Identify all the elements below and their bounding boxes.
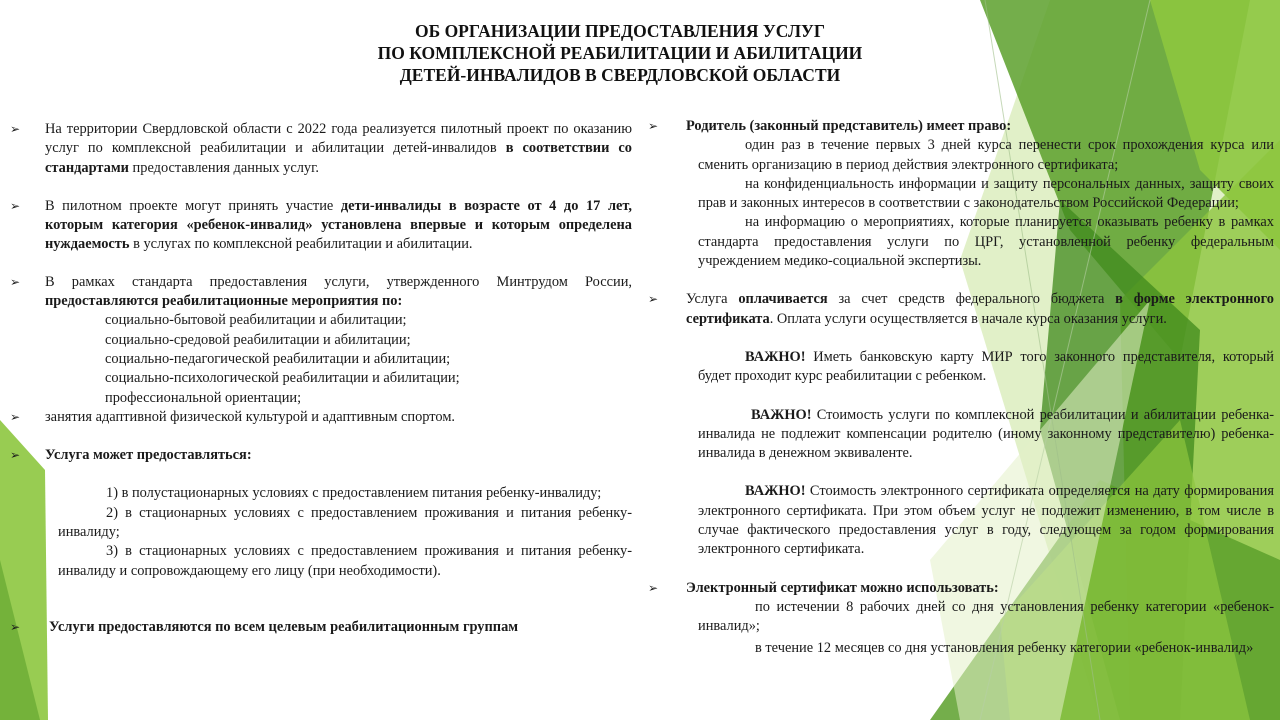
certificate-usage-list bbox=[648, 598, 1274, 658]
arrow-bullet-icon: ➢ bbox=[10, 198, 21, 213]
list-item: профессиональной ориентации; bbox=[105, 389, 302, 406]
adaptive-sport-item: ➢ занятия адаптивной физической культурой и адаптивным спортом. bbox=[10, 408, 456, 425]
list-item: один раз в течение первых 3 дней курса перенести срок прохождения курса или сменить организацию в период действия электронного сертификата; bbox=[698, 137, 1274, 173]
important-note-1: ВАЖНО! Иметь банковскую карту МИР того законного представителя, который будет проходит курс реабилитации с ребенком. bbox=[698, 348, 1274, 385]
parent-rights-heading: ➢ Родитель (законный представитель) имеет право: bbox=[648, 118, 1012, 134]
payment-paragraph: ➢ Услуга оплачивается за счет средств федерального бюджета в форме электронного сертификата. Оплата услуги осуществляется в начале курса оказания услуги. bbox=[648, 291, 1274, 327]
list-item: социально-бытовой реабилитации и абилитации; bbox=[105, 312, 407, 329]
arrow-bullet-icon: ➢ bbox=[648, 580, 659, 595]
certificate-usage-heading: ➢ Электронный сертификат можно использовать: bbox=[648, 579, 999, 596]
list-item: в течение 12 месяцев со дня установления ребенку категории «ребенок-инвалид» bbox=[755, 639, 1254, 656]
list-item: социально-средовой реабилитации и абилитации; bbox=[105, 331, 411, 348]
participants-paragraph: ➢ В пилотном проекте могут принять участие дети-инвалиды в возрасте от 4 до 17 лет, которым категория «ребенок-инвалид» установлена впервые и которым определена нуждаемость в услугах по комплексной реабилитации и абилитации. bbox=[10, 197, 632, 253]
arrow-bullet-icon: ➢ bbox=[10, 274, 21, 289]
arrow-bullet-icon: ➢ bbox=[10, 122, 21, 136]
arrow-bullet-icon: ➢ bbox=[648, 119, 659, 133]
conditions-list bbox=[10, 484, 632, 580]
important-note-2: ВАЖНО! Стоимость услуги по комплексной реабилитации и абилитации ребенка-инвалида не подлежит компенсации родителю (иному законному представителю) ребенка-инвалида в денежном эквиваленте. bbox=[698, 406, 1274, 462]
left-column bbox=[10, 120, 632, 637]
pilot-project-paragraph: ➢ На территории Свердловской области с 2022 года реализуется пилотный проект по оказанию услуг по комплексной реабилитации и абилитации детей-инвалидов в соответствии со стандартами предоставления данных услуг. bbox=[10, 121, 633, 176]
arrow-bullet-icon: ➢ bbox=[10, 448, 21, 463]
service-conditions-heading: ➢ Услуга может предоставляться: bbox=[10, 447, 252, 464]
standard-paragraph: ➢ В рамках стандарта предоставления услуги, утвержденного Минтрудом России, предоставляются реабилитационные мероприятия по: bbox=[10, 273, 632, 310]
arrow-bullet-icon: ➢ bbox=[648, 292, 659, 307]
page-title bbox=[330, 20, 910, 86]
list-item: на конфиденциальность информации и защиту персональных данных, защиту своих прав и законных интересов в соответствии с законодательством Российской Федерации; bbox=[698, 175, 1274, 212]
important-label: ВАЖНО! bbox=[745, 483, 806, 500]
arrow-bullet-icon: ➢ bbox=[10, 409, 21, 424]
list-item: по истечении 8 рабочих дней со дня установления ребенку категории «ребенок-инвалид»; bbox=[698, 598, 1274, 635]
list-item: 1) в полустационарных условиях с предоставлением питания ребенку-инвалиду; bbox=[106, 485, 602, 502]
parent-rights-list bbox=[648, 136, 1274, 271]
title-line-3: ДЕТЕЙ-ИНВАЛИДОВ В СВЕРДЛОВСКОЙ ОБЛАСТИ bbox=[399, 65, 841, 85]
important-label: ВАЖНО! bbox=[751, 406, 812, 423]
list-item: социально-психологической реабилитации и абилитации; bbox=[105, 370, 460, 387]
rehab-measures-list bbox=[10, 311, 632, 407]
list-item: на информацию о мероприятиях, которые планируется оказывать ребенку в рамках стандарта предоставления услуги по ЦРГ, установленной ребенку федеральным учреждением медико-социальной экспертизы. bbox=[698, 214, 1274, 270]
target-groups-item: ➢ Услуги предоставляются по всем целевым реабилитационным группам bbox=[10, 618, 519, 635]
arrow-bullet-icon: ➢ bbox=[10, 619, 21, 634]
title-line-1: ОБ ОРГАНИЗАЦИИ ПРЕДОСТАВЛЕНИЯ УСЛУГ bbox=[415, 21, 825, 41]
list-item: 2) в стационарных условиях с предоставлением проживания и питания ребенку-инвалиду; bbox=[58, 504, 632, 541]
title-line-2: ПО КОМПЛЕКСНОЙ РЕАБИЛИТАЦИИ И АБИЛИТАЦИИ bbox=[377, 43, 863, 63]
list-item: 3) в стационарных условиях с предоставлением проживания и питания ребенку-инвалиду и сопровождающему его лицу (при необходимости). bbox=[58, 543, 632, 579]
right-column bbox=[648, 117, 1274, 658]
important-note-3: ВАЖНО! Стоимость электронного сертификата определяется на дату формирования электронного сертификата. При этом объем услуг не подлежит изменению, в том числе в случае фактического предоставления услуг в году, следующем за годом формирования электронного сертификата. bbox=[698, 483, 1274, 558]
important-label: ВАЖНО! bbox=[745, 348, 806, 365]
list-item: социально-педагогической реабилитации и абилитации; bbox=[105, 350, 451, 367]
